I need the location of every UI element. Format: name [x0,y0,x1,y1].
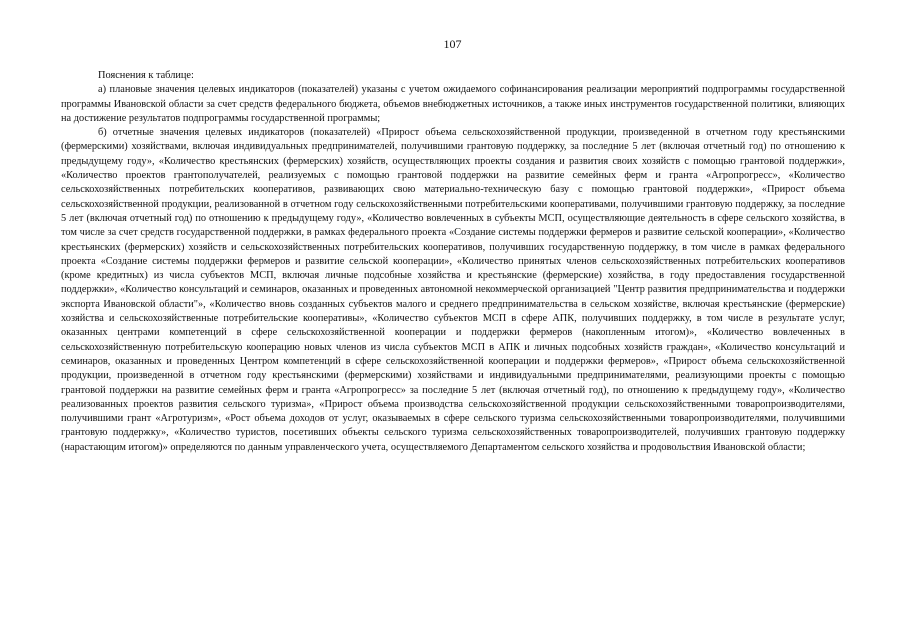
note-paragraph-b: б) отчетные значения целевых индикаторов (показателей) «Прирост объема сельскохозяйственной продукции, произведенной в отчетном году крестьянскими (фермерскими) хозяйствами, включая индивидуальных предпринимателей, получившими грантовую поддержку, за последние 5 лет (включая отчетный год) по отношению к предыдущему году», «Количество крестьянских (фермерских) хозяйств, осуществляющих проекты создания и развития своих хозяйств с помощью грантовой поддержки», «Количество проектов грантополучателей, реализуемых с помощью грантовой поддержки на развитие семейных ферм и гранта «Агропрогресс», «Количество сельскохозяйственных потребительских кооперативов, развивающих свою материально-техническую базу с помощью грантовой поддержки», «Прирост объема сельскохозяйственной продукции, реализованной в отчетном году сельскохозяйственными потребительскими кооперативами, получившими грантовую поддержку, за последние 5 лет (включая отчетный год) по отношению к предыдущему году», «Количество вовлеченных в субъекты МСП, осуществляющие деятельность в сфере сельского хозяйства, в том числе за счет средств государственной поддержки, в рамках федерального проекта «Создание системы поддержки фермеров и развитие сельской кооперации», «Количество крестьянских (фермерских) хозяйств и сельскохозяйственных потребительских кооперативов, получивших государственную поддержку, в том числе в рамках федерального проекта «Создание системы поддержки фермеров и развитие сельской кооперации», «Количество принятых членов сельскохозяйственных потребительских кооперативов (кроме кредитных) из числа субъектов МСП, включая личные подсобные хозяйства и крестьянские (фермерские) хозяйства, в году предоставления государственной поддержки», «Количество консультаций и семинаров, оказанных и проведенных автономной некоммерческой организацией "Центр развития предпринимательства и поддержки экспорта Ивановской области"», «Количество вновь созданных субъектов малого и среднего предпринимательства в сельском хозяйстве, включая крестьянские (фермерские) хозяйства и сельскохозяйственные потребительские кооперативы», «Количество субъектов МСП в сфере АПК, получивших поддержку, в том числе в результате услуг, оказанных центрами компетенций в сфере сельскохозяйственной кооперации и поддержки фермеров (накопленным итогом)», «Количество вовлеченных в сельскохозяйственную потребительскую кооперацию новых членов из числа субъектов МСП в АПК и личных подсобных хозяйств граждан», «Количество консультаций и семинаров, оказанных и проведенных Центром компетенций в сфере сельскохозяйственной кооперации и поддержки фермеров», «Прирост объема сельскохозяйственной продукции, произведенной в отчетном году крестьянскими (фермерскими) хозяйствами и индивидуальными предпринимателями, реализующими проекты с помощью грантовой поддержки на развитие семейных ферм и гранта «Агропрогресс» за последние 5 лет (включая отчетный год), по отношению к предыдущему году», «Количество реализованных проектов развития сельского туризма», «Прирост объема производства сельскохозяйственной продукции сельскохозяйственными товаропроизводителями, получившими грант «Агротуризм», «Рост объема доходов от услуг, оказываемых в сфере сельского туризма сельскохозяйственными товаропроизводителями, получившими грантовую поддержку», «Количество туристов, посетивших объекты сельского туризма сельскохозяйственных товаропроизводителей, получивших грантовую поддержку (нарастающим итогом)» определяются по данным управленческого учета, осуществляемого Департаментом сельского хозяйства и продовольствия Ивановской области; [61,127,845,453]
notes-section [61,69,845,455]
note-paragraph-a: а) плановые значения целевых индикаторов (показателей) указаны с учетом ожидаемого софинансирования реализации мероприятий подпрограммы государственной программы Ивановской области за счет средств федерального бюджета, объемов внебюджетных источников, а также иных инструментов государственной политики, влияющих на достижение результатов подпрограммы государственной программы; [61,84,845,124]
notes-heading: Пояснения к таблице: [98,70,194,81]
page-number: 107 [443,37,462,51]
